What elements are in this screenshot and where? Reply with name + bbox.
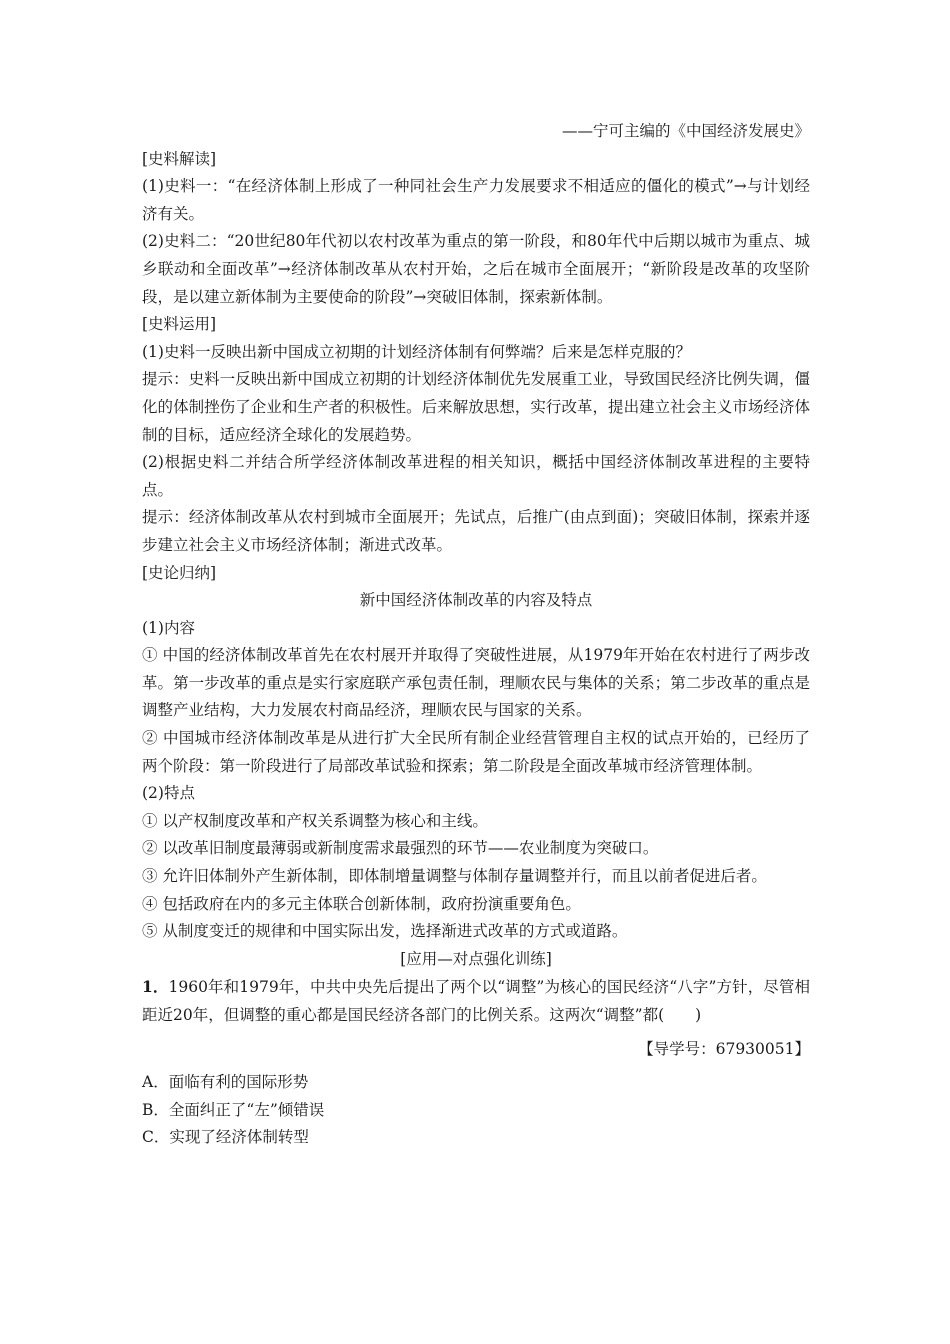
feature-item-2: ② 以改革旧制度最薄弱或新制度需求最强烈的环节——农业制度为突破口。 xyxy=(142,839,659,858)
summary-title: 新中国经济体制改革的内容及特点 xyxy=(359,591,593,610)
feature-item-5: ⑤ 从制度变迁的规律和中国实际出发，选择渐进式改革的方式或道路。 xyxy=(142,922,628,941)
option-b: B．全面纠正了“左”倾错误 xyxy=(142,1100,325,1119)
content-heading: (1)内容 xyxy=(142,618,195,637)
application-question-1: (1)史料一反映出新中国成立初期的计划经济体制有何弊端？后来是怎样克服的？ xyxy=(142,342,691,361)
feature-item-3: ③ 允许旧体制外产生新体制，即体制增量调整与体制存量调整并行，而且以前者促进后者。 xyxy=(142,867,767,886)
document-body xyxy=(142,118,810,1152)
application-question-2: (2)根据史料二并结合所学经济体制改革进程的相关知识，概括中国经济体制改革进程的主要特点。 xyxy=(142,453,810,499)
section-heading-interpretation: [史料解读] xyxy=(142,149,217,168)
source-citation: ——宁可主编的《中国经济发展史》 xyxy=(561,122,810,140)
application-answer-1: 提示：史料一反映出新中国成立初期的计划经济体制优先发展重工业，导致国民经济比例失调，僵化的体制挫伤了企业和生产者的积极性。后来解放思想，实行改革，提出建立社会主义市场经济体制的目标，适应经济全球化的发展趋势。 xyxy=(142,370,810,444)
option-c: C．实现了经济体制转型 xyxy=(142,1128,309,1147)
section-heading-summary: [史论归纳] xyxy=(142,563,217,582)
question-number: 1． xyxy=(142,977,169,997)
option-a: A．面临有利的国际形势 xyxy=(142,1073,309,1092)
content-item-1: ① 中国的经济体制改革首先在农村展开并取得了突破性进展，从1979年开始在农村进行了两步改革。第一步改革的重点是实行家庭联产承包责任制，理顺农民与集体的关系；第二步改革的重点是调整产业结构，大力发展农村商品经济，理顺农民与国家的关系。 xyxy=(142,646,810,720)
guide-number: 【导学号：67930051】 xyxy=(638,1039,810,1058)
application-answer-2: 提示：经济体制改革从农村到城市全面展开；先试点，后推广(由点到面)；突破旧体制，探索并逐步建立社会主义市场经济体制；渐进式改革。 xyxy=(142,508,810,554)
feature-item-1: ① 以产权制度改革和产权关系调整为核心和主线。 xyxy=(142,811,488,830)
interpretation-paragraph-1: (1)史料一：“在经济体制上形成了一种同社会生产力发展要求不相适应的僵化的模式”→与计划经济有关。 xyxy=(142,177,810,223)
question-text: 1960年和1979年，中共中央先后提出了两个以“调整”为核心的国民经济“八字”方针，尽管相距近20年，但调整的重心都是国民经济各部门的比例关系。这两次“调整”都( ) xyxy=(142,978,811,1024)
feature-item-4: ④ 包括政府在内的多元主体联合创新体制，政府扮演重要角色。 xyxy=(142,894,581,913)
section-heading-application: [史料运用] xyxy=(142,315,217,334)
section-heading-practice: [应用—对点强化训练] xyxy=(400,949,552,968)
features-heading: (2)特点 xyxy=(142,784,195,803)
practice-question xyxy=(142,973,810,1029)
content-item-2: ② 中国城市经济体制改革是从进行扩大全民所有制企业经营管理自主权的试点开始的，已经历了两个阶段：第一阶段进行了局部改革试验和探索；第二阶段是全面改革城市经济管理体制。 xyxy=(142,729,810,775)
interpretation-paragraph-2: (2)史料二：“20世纪80年代初以农村改革为重点的第一阶段，和80年代中后期以城市为重点、城乡联动和全面改革”→经济体制改革从农村开始，之后在城市全面展开；“新阶段是改革的攻坚阶段，是以建立新体制为主要使命的阶段”→突破旧体制，探索新体制。 xyxy=(142,232,810,306)
